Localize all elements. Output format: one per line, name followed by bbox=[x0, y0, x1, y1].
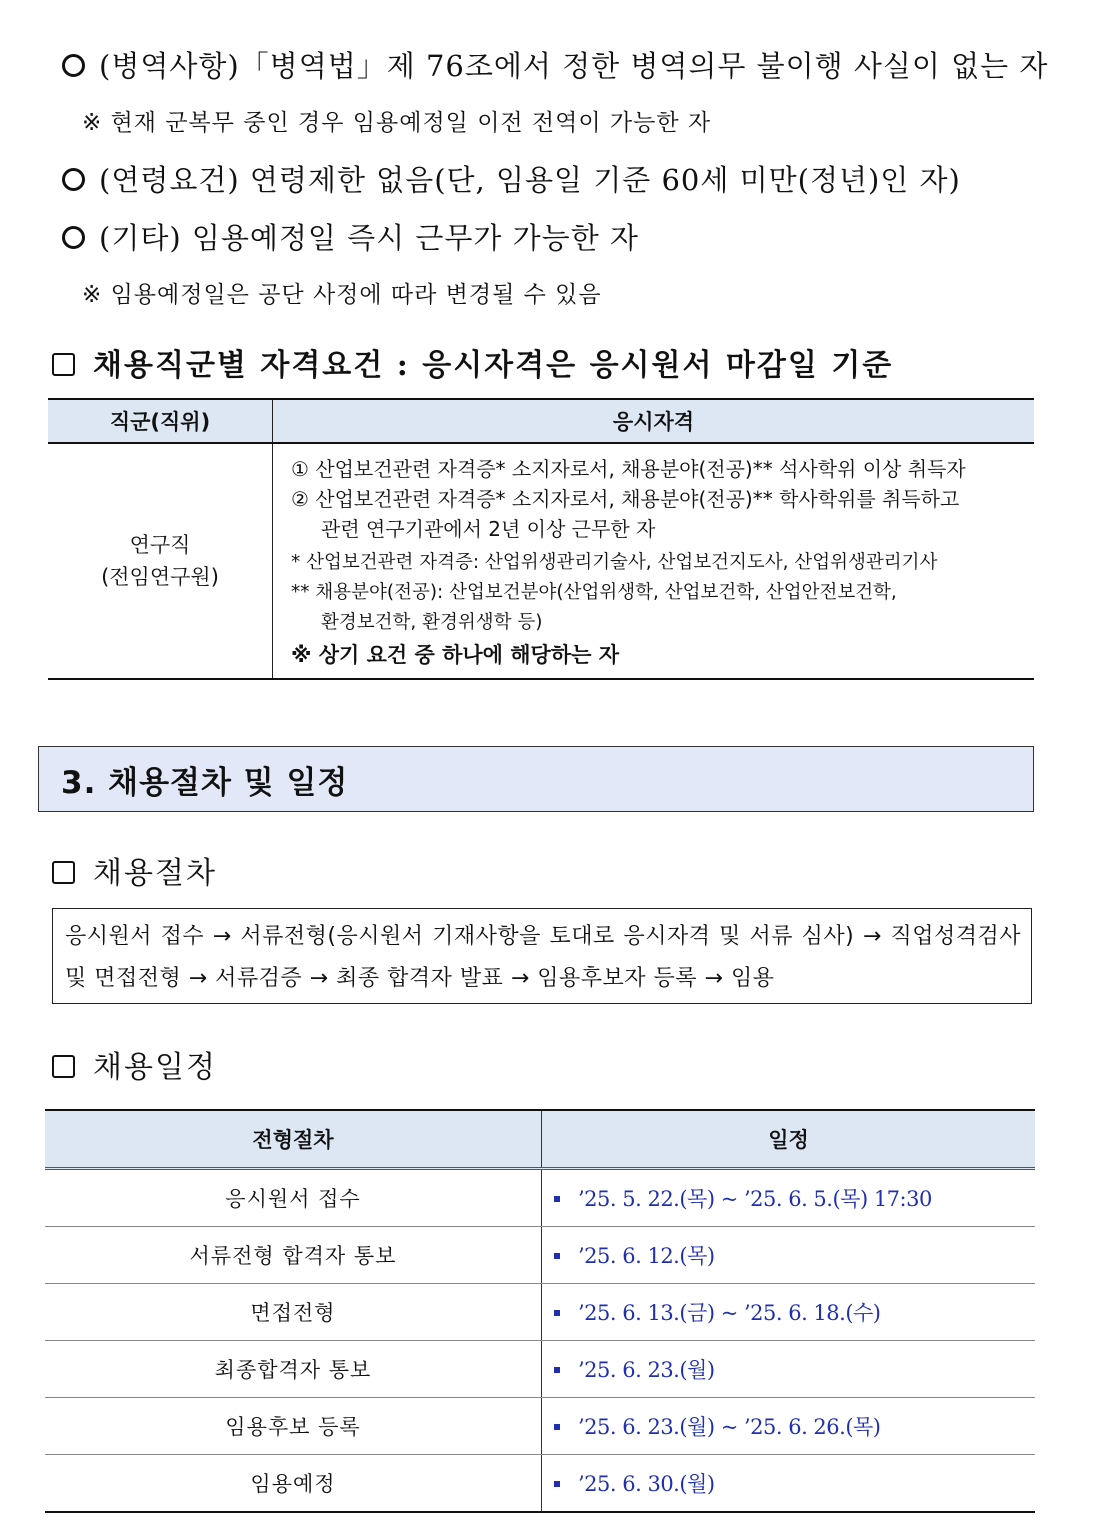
circle-bullet-icon bbox=[62, 54, 85, 77]
step-cell: 서류전형 합격자 통보 bbox=[45, 1227, 542, 1284]
qualification-item-cont: 관련 연구기관에서 2년 이상 근무한 자 bbox=[321, 517, 656, 541]
requirement-text: (병역사항)「병역법」제 76조에서 정한 병역의무 불이행 사실이 없는 자 bbox=[99, 49, 1049, 83]
table-row bbox=[45, 1341, 1035, 1398]
date-cell: ’25. 5. 22.(목) ~ ’25. 6. 5.(목) 17:30 bbox=[542, 1169, 1036, 1227]
column-header-qualification: 응시자격 bbox=[273, 399, 1035, 443]
section-title: 3. 채용절차 및 일정 bbox=[61, 764, 349, 801]
square-bullet-icon bbox=[554, 1253, 560, 1259]
step-cell: 응시원서 접수 bbox=[45, 1169, 542, 1227]
date-cell: ’25. 6. 13.(금) ~ ’25. 6. 18.(수) bbox=[542, 1284, 1036, 1341]
requirement-military bbox=[62, 44, 1048, 85]
qualification-table bbox=[48, 398, 1034, 680]
requirement-other bbox=[62, 216, 639, 257]
square-bullet-icon bbox=[554, 1424, 560, 1430]
table-row bbox=[45, 1398, 1035, 1455]
schedule-table bbox=[45, 1109, 1035, 1513]
column-header-job: 직군(직위) bbox=[48, 399, 273, 443]
step-cell: 임용후보 등록 bbox=[45, 1398, 542, 1455]
date-cell: ’25. 6. 30.(월) bbox=[542, 1455, 1036, 1513]
table-row bbox=[45, 1227, 1035, 1284]
job-title: 연구직 bbox=[129, 533, 191, 557]
square-bullet-icon bbox=[554, 1367, 560, 1373]
checkbox-square-icon bbox=[52, 861, 75, 884]
job-position: (전임연구원) bbox=[101, 565, 219, 589]
schedule-heading: 채용일정 bbox=[52, 1042, 217, 1086]
qualification-item: ② 산업보건관련 자격증* 소지자로서, 채용분야(전공)** 학사학위를 취득하고 bbox=[291, 487, 960, 511]
date-cell: ’25. 6. 12.(목) bbox=[542, 1227, 1036, 1284]
qualification-heading: 채용직군별 자격요건 : 응시자격은 응시원서 마감일 기준 bbox=[52, 340, 893, 384]
table-row bbox=[45, 1455, 1035, 1513]
square-bullet-icon bbox=[554, 1310, 560, 1316]
column-header-date: 일정 bbox=[542, 1110, 1036, 1169]
footnote-cont: 환경보건학, 환경위생학 등) bbox=[321, 612, 543, 633]
date-cell: ’25. 6. 23.(월) ~ ’25. 6. 26.(목) bbox=[542, 1398, 1036, 1455]
checkbox-square-icon bbox=[52, 1055, 75, 1078]
circle-bullet-icon bbox=[62, 168, 85, 191]
table-row bbox=[48, 443, 1034, 679]
qualification-item: ① 산업보건관련 자격증* 소지자로서, 채용분야(전공)** 석사학위 이상 취득자 bbox=[291, 457, 966, 481]
footnote: ** 채용분야(전공): 산업보건분야(산업위생학, 산업보건학, 산업안전보건학, bbox=[291, 582, 897, 603]
requirement-text: (연령요건) 연령제한 없음(단, 임용일 기준 60세 미만(정년)인 자) bbox=[99, 163, 961, 197]
square-bullet-icon bbox=[554, 1196, 560, 1202]
procedure-box: 응시원서 접수 → 서류전형(응시원서 기재사항을 토대로 응시자격 및 서류 심사) → 직업성격검사 및 면접전형 → 서류검증 → 최종 합격자 발표 → 임용후보자 등록 → 임용 bbox=[52, 908, 1032, 1004]
date-cell: ’25. 6. 23.(월) bbox=[542, 1341, 1036, 1398]
table-row bbox=[45, 1284, 1035, 1341]
procedure-heading: 채용절차 bbox=[52, 848, 217, 892]
step-cell: 임용예정 bbox=[45, 1455, 542, 1513]
requirement-note: ※ 임용예정일은 공단 사정에 따라 변경될 수 있음 bbox=[82, 282, 602, 308]
table-row bbox=[45, 1169, 1035, 1227]
requirement-age bbox=[62, 158, 961, 199]
square-bullet-icon bbox=[554, 1481, 560, 1487]
requirement-text: (기타) 임용예정일 즉시 근무가 가능한 자 bbox=[99, 221, 639, 255]
closing-note: ※ 상기 요건 중 하나에 해당하는 자 bbox=[291, 643, 619, 667]
step-cell: 최종합격자 통보 bbox=[45, 1341, 542, 1398]
requirement-note: ※ 현재 군복무 중인 경우 임용예정일 이전 전역이 가능한 자 bbox=[82, 110, 712, 136]
section-3-header bbox=[38, 746, 1034, 812]
checkbox-square-icon bbox=[52, 353, 75, 376]
column-header-step: 전형절차 bbox=[45, 1110, 542, 1169]
footnote: * 산업보건관련 자격증: 산업위생관리기술사, 산업보건지도사, 산업위생관리기사 bbox=[291, 552, 938, 573]
step-cell: 면접전형 bbox=[45, 1284, 542, 1341]
circle-bullet-icon bbox=[62, 226, 85, 249]
job-cell bbox=[48, 443, 273, 679]
qualification-cell bbox=[273, 443, 1035, 679]
